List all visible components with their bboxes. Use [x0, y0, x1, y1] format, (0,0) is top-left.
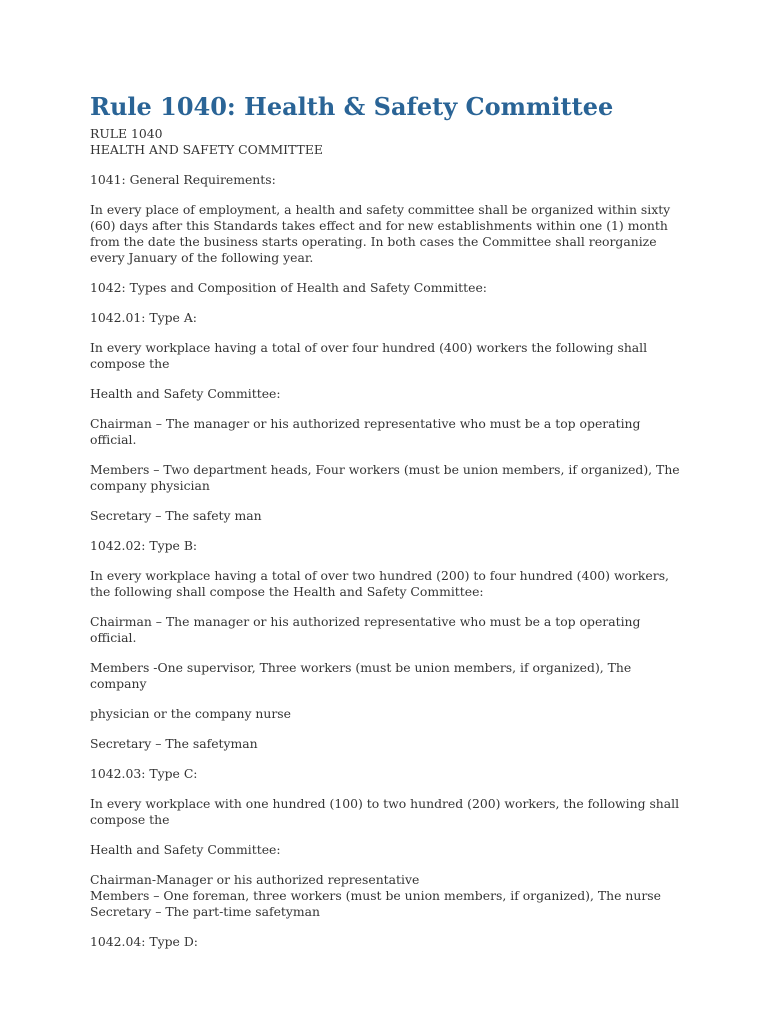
subsection-heading: 1042.04: Type D: — [90, 934, 198, 949]
section-heading: 1042: Types and Composition of Health and Safety Committee: — [90, 280, 487, 295]
rule-number: RULE 1040 — [90, 126, 163, 141]
rule-heading: HEALTH AND SAFETY COMMITTEE — [90, 142, 323, 157]
paragraph: Members – One foreman, three workers (must be union members, if organized), The nurse — [90, 888, 661, 903]
paragraph: physician or the company nurse — [90, 706, 291, 721]
paragraph: Members – Two department heads, Four workers (must be union members, if organized), The company physician — [90, 462, 680, 493]
paragraph: Members -One supervisor, Three workers (must be union members, if organized), The company — [90, 660, 632, 691]
paragraph: Chairman – The manager or his authorized representative who must be a top operating official. — [90, 614, 641, 645]
paragraph: Secretary – The safety man — [90, 508, 262, 523]
paragraph: Secretary – The part-time safetyman — [90, 904, 321, 919]
section-heading: 1041: General Requirements: — [90, 172, 276, 187]
document-page — [90, 90, 686, 964]
paragraph: Secretary – The safetyman — [90, 736, 258, 751]
paragraph: In every workplace having a total of over four hundred (400) workers the following shall compose the — [90, 340, 648, 371]
paragraph: In every workplace with one hundred (100) to two hundred (200) workers, the following shall compose the — [90, 796, 680, 827]
subsection-heading: 1042.03: Type C: — [90, 766, 198, 781]
paragraph: Health and Safety Committee: — [90, 842, 281, 857]
paragraph: Chairman-Manager or his authorized representative — [90, 872, 420, 887]
subsection-heading: 1042.01: Type A: — [90, 310, 197, 325]
subsection-heading: 1042.02: Type B: — [90, 538, 198, 553]
document-title: Rule 1040: Health & Safety Committee — [90, 92, 614, 121]
paragraph: In every place of employment, a health and safety committee shall be organized within sixty (60) days after this Standards takes effect and for new establishments within one (1) month from the date the business starts operating. In both cases the Committee shall reorganize every January of the following year. — [90, 202, 671, 265]
paragraph: In every workplace having a total of over two hundred (200) to four hundred (400) workers, the following shall compose the Health and Safety Committee: — [90, 568, 669, 599]
rule-header — [90, 126, 686, 158]
paragraph: Chairman – The manager or his authorized representative who must be a top operating official. — [90, 416, 641, 447]
paragraph: Health and Safety Committee: — [90, 386, 281, 401]
